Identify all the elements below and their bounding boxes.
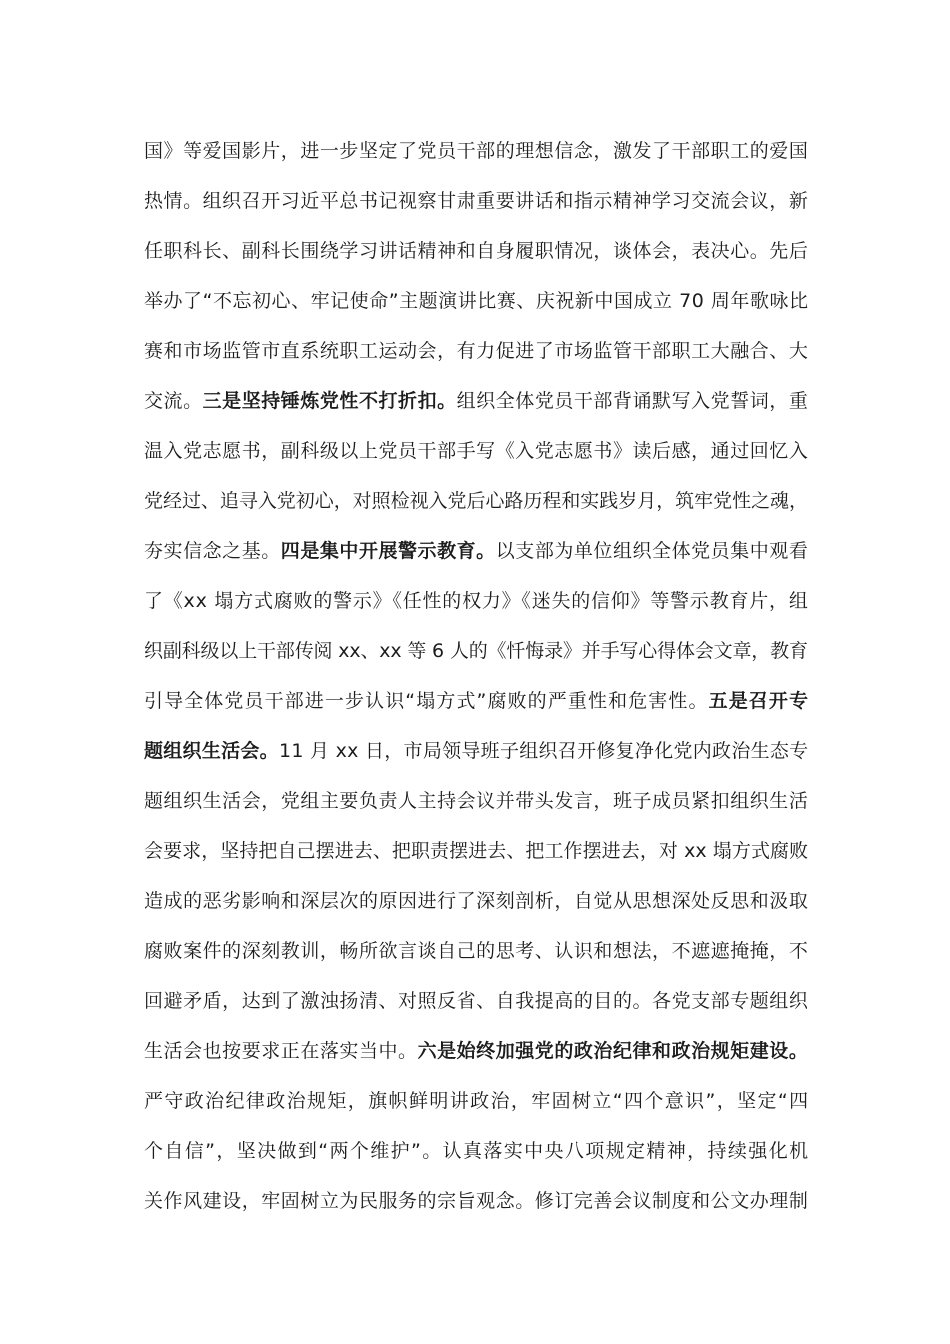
text-line [144, 726, 808, 776]
text-line [144, 476, 808, 526]
body-text-run: 关作风建设，牢固树立为民服务的宗旨观念。修订完善会议制度和公文办理制 [144, 1190, 809, 1212]
body-text-run: 赛和市场监管市直系统职工运动会，有力促进了市场监管干部职工大融合、大 [144, 340, 809, 362]
text-line [144, 876, 808, 926]
body-text-run: 国》等爱国影片，进一步坚定了党员干部的理想信念，激发了干部职工的爱国 [144, 140, 809, 162]
text-line [144, 1176, 808, 1226]
text-line [144, 976, 808, 1026]
bold-heading-text: 三是坚持锤炼党性不打折扣。 [202, 390, 457, 412]
body-text-run: 举办了“不忘初心、牢记使命”主题演讲比赛、庆祝新中国成立 70 周年歌咏比 [144, 290, 809, 312]
text-line [144, 126, 808, 176]
body-text-run: 引导全体党员干部进一步认识“塌方式”腐败的严重性和危害性。 [144, 690, 709, 712]
text-line [144, 276, 808, 326]
body-text-run: 11 月 xx 日，市局领导班子组织召开修复净化党内政治生态专 [278, 740, 809, 762]
bold-heading-text: 五是召开专 [708, 690, 810, 712]
text-line [144, 526, 808, 576]
text-line [144, 926, 808, 976]
body-text-run: 了《xx 塌方式腐败的警示》《任性的权力》《迷失的信仰》等警示教育片，组 [144, 590, 809, 612]
text-line [144, 826, 808, 876]
bold-heading-text: 题组织生活会。 [144, 740, 279, 762]
body-text-run: 题组织生活会，党组主要负责人主持会议并带头发言，班子成员紧扣组织生活 [144, 790, 809, 812]
text-line [144, 1026, 808, 1076]
text-line [144, 426, 808, 476]
body-text-run: 织副科级以上干部传阅 xx、xx 等 6 人的《忏悔录》并手写心得体会文章，教育 [144, 640, 808, 662]
body-text-run: 夯实信念之基。 [144, 540, 281, 562]
body-text-run: 党经过、追寻入党初心，对照检视入党后心路历程和实践岁月，筑牢党性之魂， [144, 490, 808, 512]
body-text [144, 126, 808, 1226]
text-line [144, 776, 808, 826]
body-text-run: 回避矛盾，达到了激浊扬清、对照反省、自我提高的目的。各党支部专题组织 [144, 990, 809, 1012]
text-line [144, 576, 808, 626]
body-text-run: 组织全体党员干部背诵默写入党誓词，重 [456, 390, 809, 412]
text-line [144, 226, 808, 276]
bold-heading-text: 六是始终加强党的政治纪律和政治规矩建设。 [417, 1040, 809, 1062]
body-text-run: 腐败案件的深刻教训，畅所欲言谈自己的思考、认识和想法，不遮遮掩掩，不 [144, 940, 809, 962]
text-line [144, 1126, 808, 1176]
text-line [144, 676, 808, 726]
body-text-run: 温入党志愿书，副科级以上党员干部手写《入党志愿书》读后感，通过回忆入 [144, 440, 809, 462]
text-line [144, 176, 808, 226]
text-line [144, 1076, 808, 1126]
body-text-run: 交流。 [144, 390, 203, 412]
body-text-run: 热情。组织召开习近平总书记视察甘肃重要讲话和指示精神学习交流会议，新 [144, 190, 809, 212]
body-text-run: 造成的恶劣影响和深层次的原因进行了深刻剖析，自觉从思想深处反思和汲取 [144, 890, 809, 912]
body-text-run: 严守政治纪律政治规矩，旗帜鲜明讲政治，牢固树立“四个意识”，坚定“四 [144, 1090, 810, 1112]
bold-heading-text: 四是集中开展警示教育。 [280, 540, 496, 562]
body-text-run: 生活会也按要求正在落实当中。 [144, 1040, 418, 1062]
text-line [144, 326, 808, 376]
text-line [144, 376, 808, 426]
body-text-run: 以支部为单位组织全体党员集中观看 [495, 540, 809, 562]
text-line [144, 626, 808, 676]
body-text-run: 个自信”，坚决做到“两个维护”。认真落实中央八项规定精神，持续强化机 [144, 1140, 810, 1162]
body-text-run: 会要求，坚持把自己摆进去、把职责摆进去、把工作摆进去，对 xx 塌方式腐败 [144, 840, 809, 862]
body-text-run: 任职科长、副科长围绕学习讲话精神和自身履职情况，谈体会，表决心。先后 [144, 240, 809, 262]
